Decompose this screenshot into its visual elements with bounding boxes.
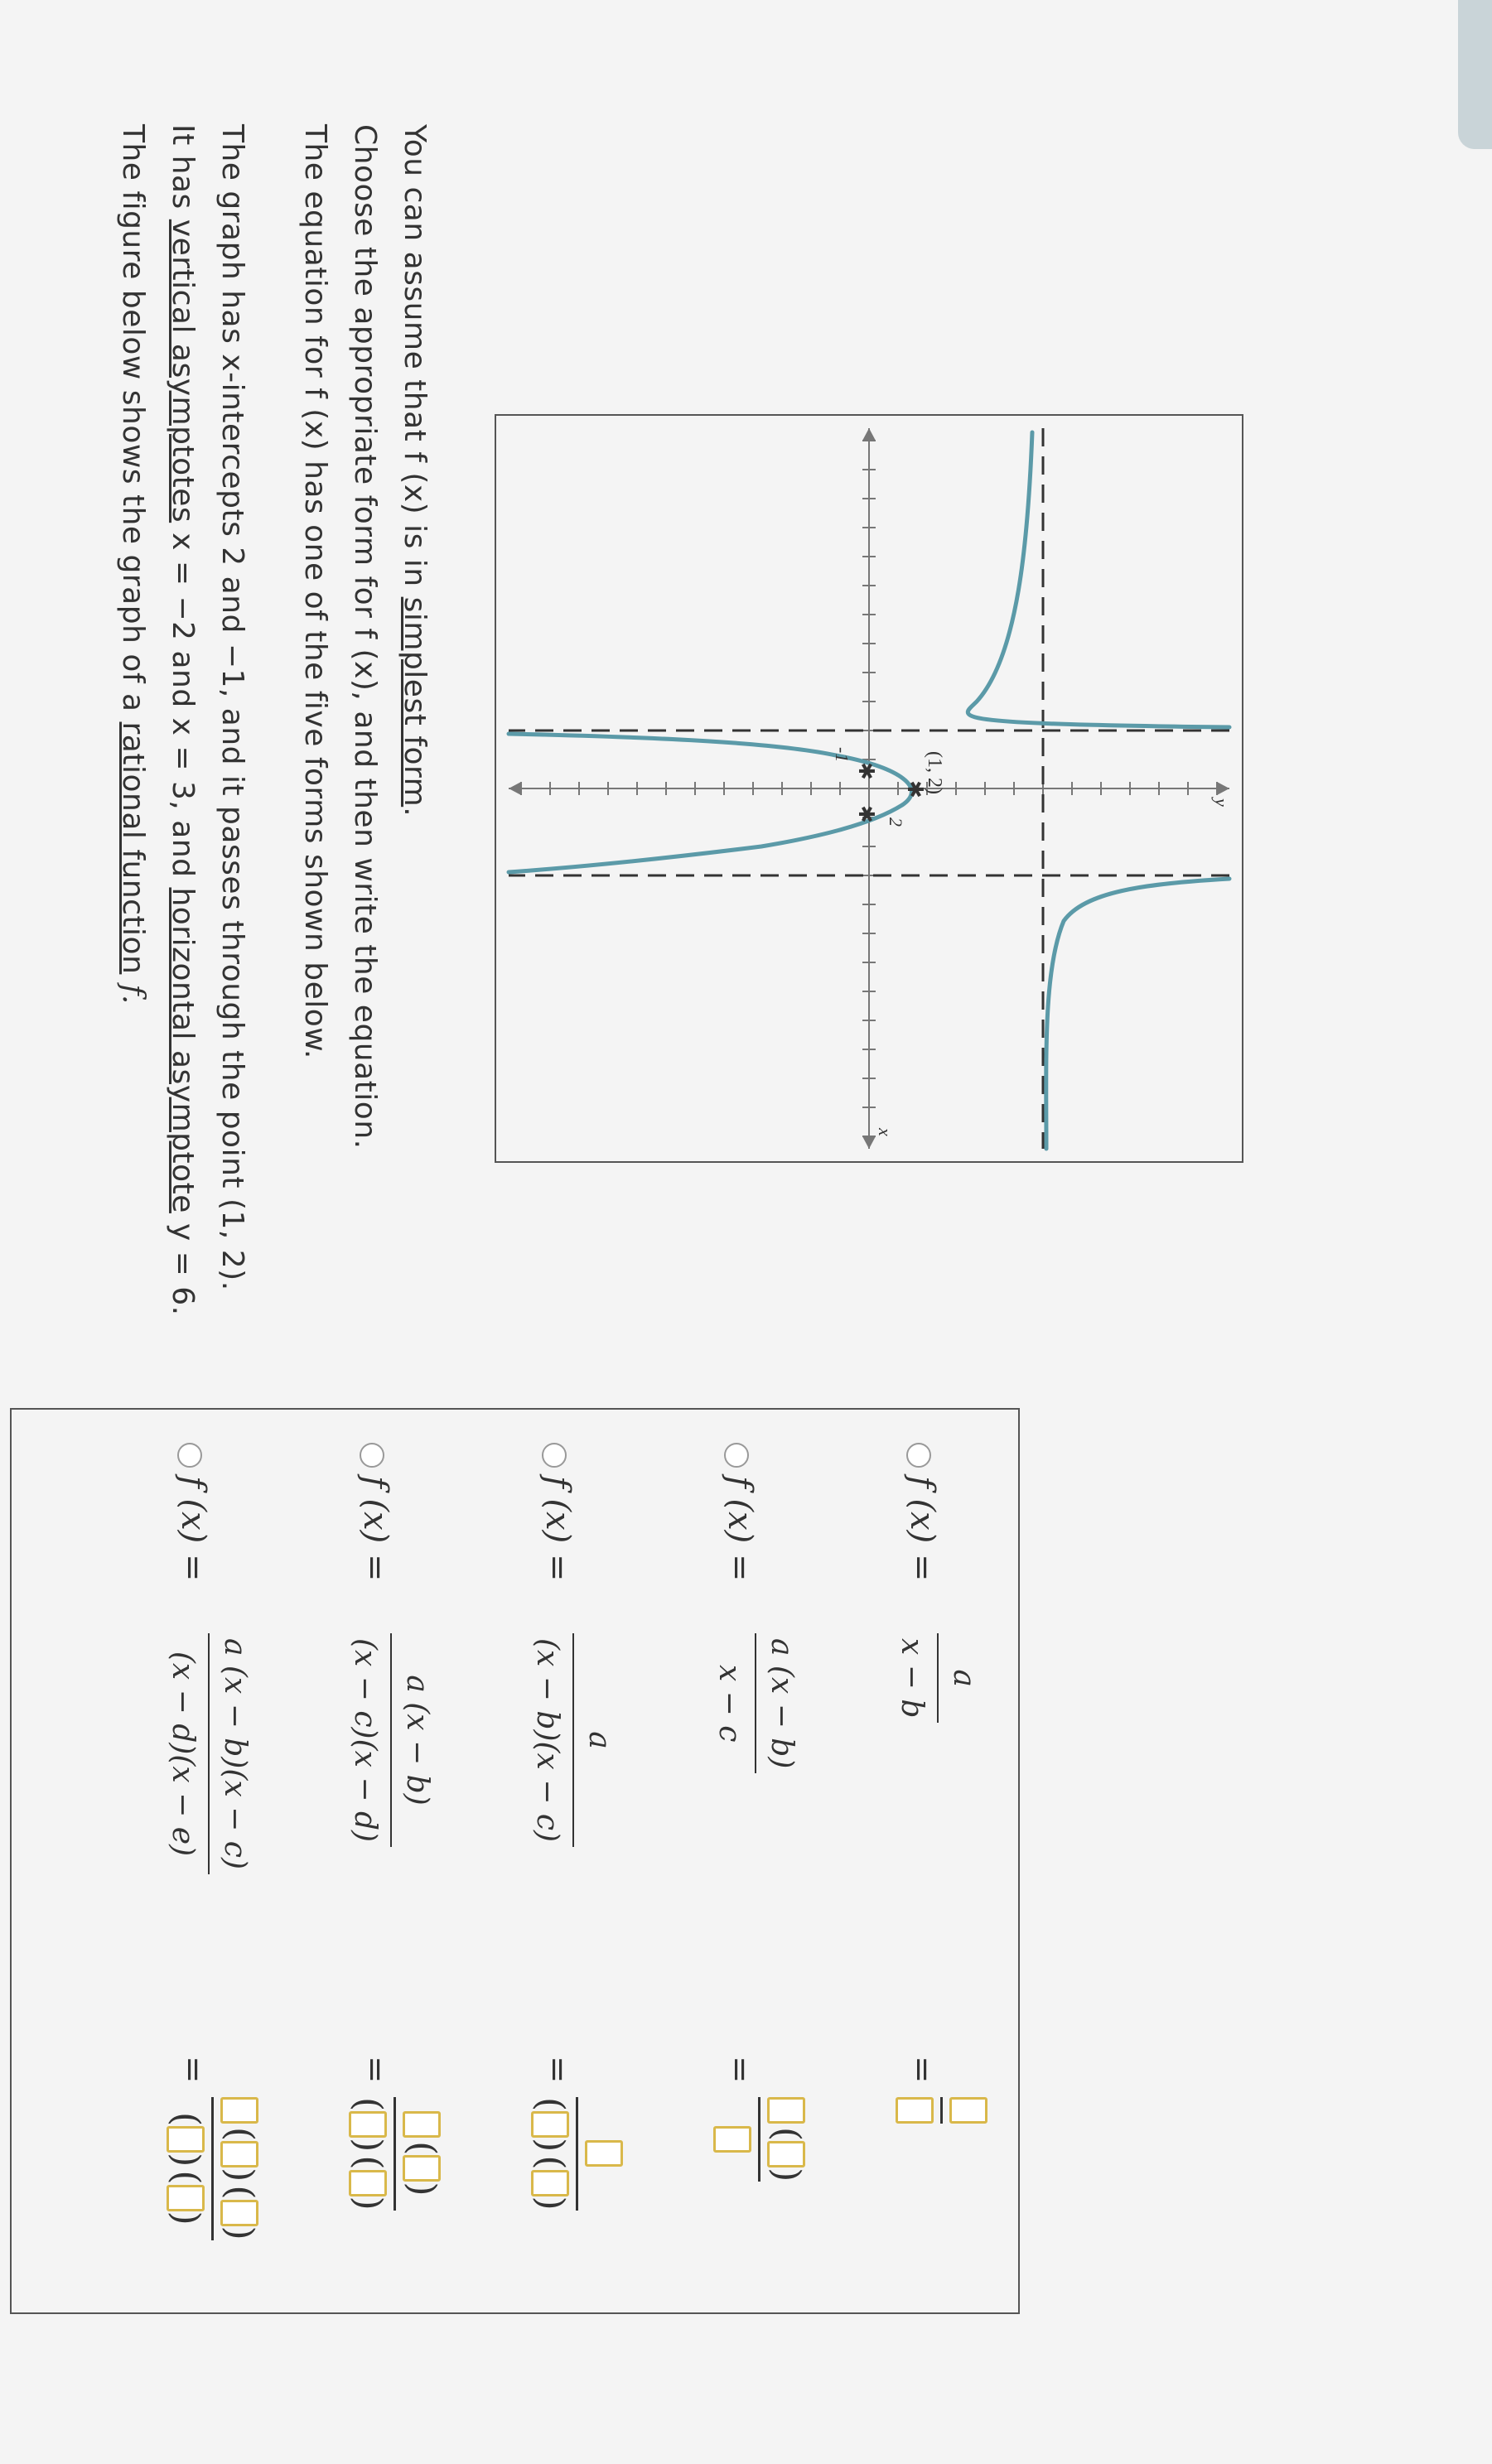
text: x = −2 and x = 3, and [166, 523, 200, 888]
y-arrow-down [509, 782, 521, 795]
equals-sign: = [903, 2056, 941, 2084]
y-axis-label: y [1211, 798, 1232, 807]
form-denominator: (x − b)(x − c) [530, 1638, 564, 1843]
answer-fraction: ( ) ( ) ( ) ( ) [167, 2097, 258, 2240]
form-option-4[interactable] [277, 1410, 459, 2312]
answer-fraction [896, 2097, 987, 2124]
form-denominator: x − b [895, 1638, 929, 1719]
horizontal-asymptote-link[interactable]: horizontal asymptote [166, 887, 200, 1213]
text: f. [116, 974, 150, 1005]
problem-line-2 [166, 124, 200, 1316]
problem-line-5: Choose the appropriate form for f (x), and then write the equation. [348, 124, 382, 1150]
x-intercept-right-marker: ✱ [853, 805, 878, 823]
equals-sign: = [356, 2056, 394, 2084]
radio-button[interactable] [360, 1443, 384, 1468]
form-lhs: f (x) = [903, 1476, 941, 1582]
answer-box-den-1[interactable] [167, 2126, 205, 2153]
form-denominator: (x − c)(x − d) [348, 1638, 382, 1843]
form-numerator: a [937, 1633, 981, 1723]
equals-sign: = [538, 2056, 577, 2084]
graph-svg [496, 416, 1242, 1161]
equals-sign: = [721, 2056, 759, 2084]
text: y = 6. [166, 1213, 200, 1316]
problem-line-6 [398, 124, 432, 817]
answer-box-num-2[interactable] [220, 2200, 258, 2226]
function-graph [495, 414, 1243, 1163]
answer-box-den-1[interactable] [713, 2126, 751, 2153]
x-intercept-left-marker: ✱ [853, 762, 878, 780]
point-label: (1, 2) [924, 751, 945, 794]
form-lhs: f (x) = [538, 1476, 577, 1582]
form-lhs: f (x) = [356, 1476, 394, 1582]
answer-box-den-2[interactable] [531, 2170, 569, 2196]
tick-label-2: 2 [886, 817, 906, 827]
answer-fraction: ( ) [713, 2097, 805, 2182]
answer-box-a[interactable] [403, 2111, 441, 2138]
x-axis-label: x [875, 1128, 896, 1136]
form-option-5[interactable] [94, 1410, 277, 2312]
radio-button[interactable] [906, 1443, 931, 1468]
answer-forms [10, 1408, 1020, 2314]
form-fraction [348, 1633, 434, 1847]
form-lhs: f (x) = [721, 1476, 759, 1582]
text: . [398, 807, 432, 817]
vertical-asymptotes-link[interactable]: vertical asymptotes [166, 219, 200, 523]
answer-box-a[interactable] [585, 2140, 623, 2167]
radio-button[interactable] [724, 1443, 749, 1468]
answer-box-a[interactable] [767, 2097, 805, 2124]
radio-button[interactable] [177, 1443, 202, 1468]
form-fraction [895, 1633, 981, 1723]
problem-line-3: The graph has x-intercepts 2 and −1, and it passes through the point (1, 2). [215, 124, 249, 1291]
equals-sign: = [174, 2056, 212, 2084]
form-numerator: a (x − b)(x − c) [208, 1633, 252, 1874]
form-option-1[interactable] [823, 1410, 1006, 2312]
form-fraction [530, 1633, 616, 1847]
answer-box-num-1[interactable] [403, 2155, 441, 2182]
form-option-2[interactable] [641, 1410, 823, 2312]
answer-box-num-1[interactable] [767, 2141, 805, 2167]
answer-box-a[interactable] [949, 2097, 987, 2124]
form-fraction [712, 1633, 799, 1773]
simplest-form-link[interactable]: simplest form [398, 596, 432, 808]
rational-function-link[interactable]: rational function [116, 721, 150, 975]
form-numerator: a [572, 1633, 616, 1847]
text: You can assume that f (x) is in [398, 124, 432, 597]
problem-line-4: The equation for f (x) has one of the five forms shown below. [298, 124, 332, 1059]
problem-line-1 [116, 124, 150, 1005]
form-fraction [166, 1633, 252, 1874]
radio-button[interactable] [542, 1443, 567, 1468]
form-numerator: a (x − b) [755, 1633, 799, 1773]
x-arrow-left [862, 428, 876, 441]
answer-box-den-1[interactable] [349, 2111, 387, 2138]
point-marker: ✱ [902, 780, 927, 798]
tick-label-neg1: -1 [832, 747, 852, 763]
answer-box-num-1[interactable] [220, 2141, 258, 2167]
answer-fraction: ( ) ( ) [531, 2097, 623, 2211]
answer-box-a[interactable] [220, 2097, 258, 2124]
form-denominator: x − c [712, 1664, 746, 1743]
curve-right-branch [1046, 879, 1229, 1149]
answer-box-den-1[interactable] [531, 2111, 569, 2138]
answer-box-den-1[interactable] [896, 2097, 934, 2124]
form-option-3[interactable] [459, 1410, 641, 2312]
answer-fraction: ( ) ( ) ( ) [347, 2097, 443, 2211]
y-arrow-up [1217, 782, 1229, 795]
answer-box-den-2[interactable] [349, 2170, 387, 2196]
x-arrow-right [862, 1136, 876, 1149]
text: The figure below shows the graph of a [116, 124, 150, 722]
form-lhs: f (x) = [174, 1476, 212, 1582]
form-denominator: (x − d)(x − e) [166, 1651, 200, 1857]
curve-left-branch [968, 432, 1229, 727]
form-numerator: a (x − b) [390, 1633, 434, 1847]
text: It has [166, 124, 200, 219]
answer-box-den-2[interactable] [167, 2185, 205, 2211]
